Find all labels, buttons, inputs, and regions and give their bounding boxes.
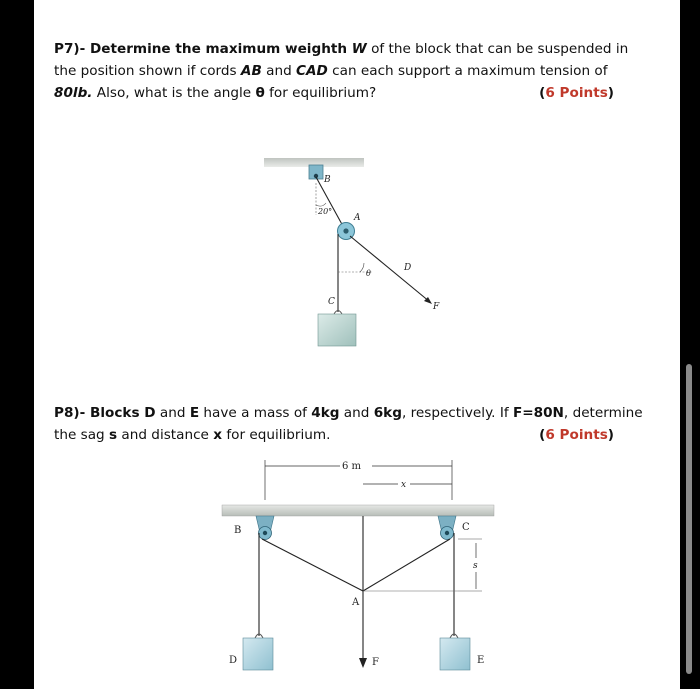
p8-l1-mid2: have a mass of	[199, 405, 312, 421]
p7-label-c: C	[328, 297, 335, 307]
p7-line1-rest: of the block that can be suspended in	[366, 41, 629, 57]
p8-prefix: P8)- Blocks	[54, 405, 145, 421]
p7-label-b: B	[324, 175, 331, 185]
p7-line3-end: for equilibrium?	[264, 85, 377, 101]
p7-line2-mid: and	[261, 63, 297, 79]
p8-block-e-shape	[440, 638, 470, 670]
p8-l1-mid4: , respectively. If	[401, 405, 513, 421]
p8-label-d: D	[229, 655, 238, 666]
p8-mass-1: 4kg	[311, 405, 340, 421]
p8-block-d: D	[144, 405, 156, 421]
p7-w: W	[351, 41, 367, 57]
p8-block-d-shape	[243, 638, 273, 670]
p7-line3-post: Also, what is the angle	[92, 85, 256, 101]
p8-force-arrow	[359, 658, 367, 668]
p8-force: F=80N	[512, 405, 564, 421]
p8-l2-pre: the sag	[54, 427, 109, 443]
p8-label-e: E	[477, 655, 485, 666]
p8-l2-post: for equilibrium.	[222, 427, 331, 443]
p7-tension: 80lb.	[54, 85, 93, 101]
p7-cord-ab: AB	[240, 63, 262, 79]
p8-l1-mid1: and	[155, 405, 190, 421]
p8-points-value: 6 Points	[545, 427, 608, 443]
p8-distance: x	[213, 427, 223, 443]
p7-theta: θ	[255, 85, 265, 101]
p7-label-20: 20°	[318, 207, 333, 216]
p8-label-f: F	[372, 657, 379, 668]
p8-sag: s	[109, 427, 118, 443]
p8-l2-mid: and distance	[117, 427, 214, 443]
p8-points: (6 Points)	[539, 427, 614, 443]
p8-label-s: s	[473, 561, 478, 571]
p7-label-a: A	[354, 213, 361, 223]
p8-l1-post: , determine	[563, 405, 643, 421]
p8-block-e: E	[189, 405, 200, 421]
p7-points-value: 6 Points	[545, 85, 608, 101]
p8-dim-x: x	[401, 480, 407, 490]
p7-line2-post: can each support a maximum tension of	[327, 63, 608, 79]
p8-l1-mid3: and	[339, 405, 374, 421]
p7-prefix: P7)- Determine the maximum weighth	[54, 41, 352, 57]
p8-dim-6m: 6 m	[342, 461, 362, 472]
p7-label-d: D	[404, 263, 412, 273]
p8-mass-2: 6kg	[373, 405, 402, 421]
p8-label-c: C	[462, 522, 470, 533]
p7-line2-pre: the position shown if cords	[54, 63, 241, 79]
p7-label-f: F	[433, 302, 440, 312]
p7-points: (6 Points)	[539, 85, 614, 101]
p7-label-theta: θ	[366, 269, 371, 278]
p8-label-b: B	[234, 525, 242, 536]
p7-cord-cad: CAD	[296, 63, 328, 79]
p8-label-a: A	[352, 597, 360, 608]
p8-ceiling	[222, 505, 494, 516]
